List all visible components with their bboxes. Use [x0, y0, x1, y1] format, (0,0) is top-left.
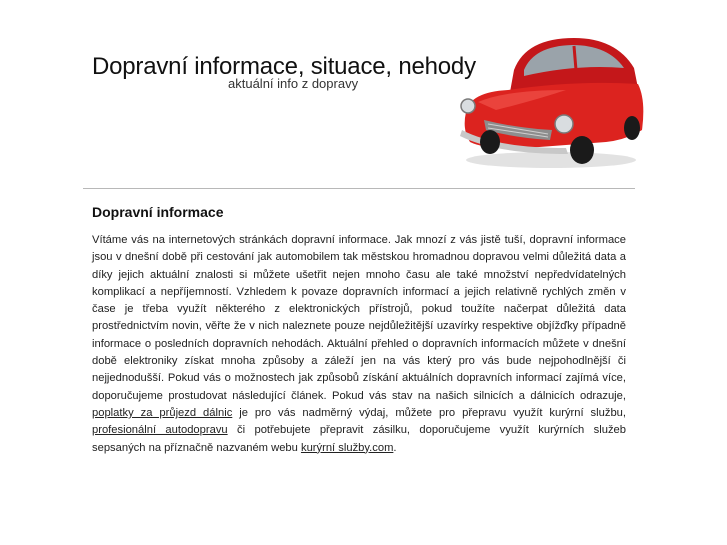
article-text-4: . [393, 441, 397, 454]
site-header [0, 0, 727, 190]
article-text-2: je pro vás nadměrný výdaj, můžete pro přepravu využít kurýrní službu, [232, 406, 626, 419]
red-car-image [456, 30, 646, 175]
article-text-1: Vítáme vás na internetových stránkách dopravní informace. Jak mnozí z vás jistě tuší, dopravní informace jsou v dnešní době při cestování jak automobilem tak městskou hromadnou dopravou velmi důležitá data a díky jejich aktuální znalosti si můžete ušetřit nejen mnoho času ale také množství nepředvídatelných komplikací a nepříjemností. Vzhledem k povaze dopravních informací a jejich relativně rychlých změn v čase je třeba využít některého z elektronických přístrojů, pokud toužíte načerpat důležitá data prostřednictvím novin, věřte že v nich naleznete pouze nejdůležitější uzavírky respektive objížďky případně informace o posledních dopravních nehodách. Aktuální přehled o dopravních informacích můžete v dnešní době elektroniky získat mnoha způsoby a záleží jen na vás který pro vás bude nejpohodlnější či nejjednodušší. Pokud vás o možnostech jak způsobů získání aktuálních dopravních informací zajímá více, doporučujeme prostudovat následující článek. Pokud vás stav na našich silnicích a dálnicích odrazuje, [92, 234, 626, 402]
link-kuryrni-sluzby[interactable]: kurýrní služby.com [300, 441, 394, 454]
article-paragraph [92, 232, 626, 457]
article-heading: Dopravní informace [92, 204, 224, 220]
main-content [92, 204, 626, 457]
header-divider [83, 188, 635, 189]
site-title[interactable]: Dopravní informace, situace, nehody [92, 53, 476, 80]
site-subtitle: aktuální info z dopravy [228, 76, 359, 91]
link-poplatky-dalnic[interactable]: poplatky za průjezd dálnic [92, 406, 233, 419]
link-profesionalni-autodoprava[interactable]: profesionální autodopravu [92, 424, 228, 437]
article-text-3: či potřebujete přepravit zásilku, doporučujeme využít kurýrních služeb sepsaných na příznačně nazvaném webu [92, 424, 626, 454]
